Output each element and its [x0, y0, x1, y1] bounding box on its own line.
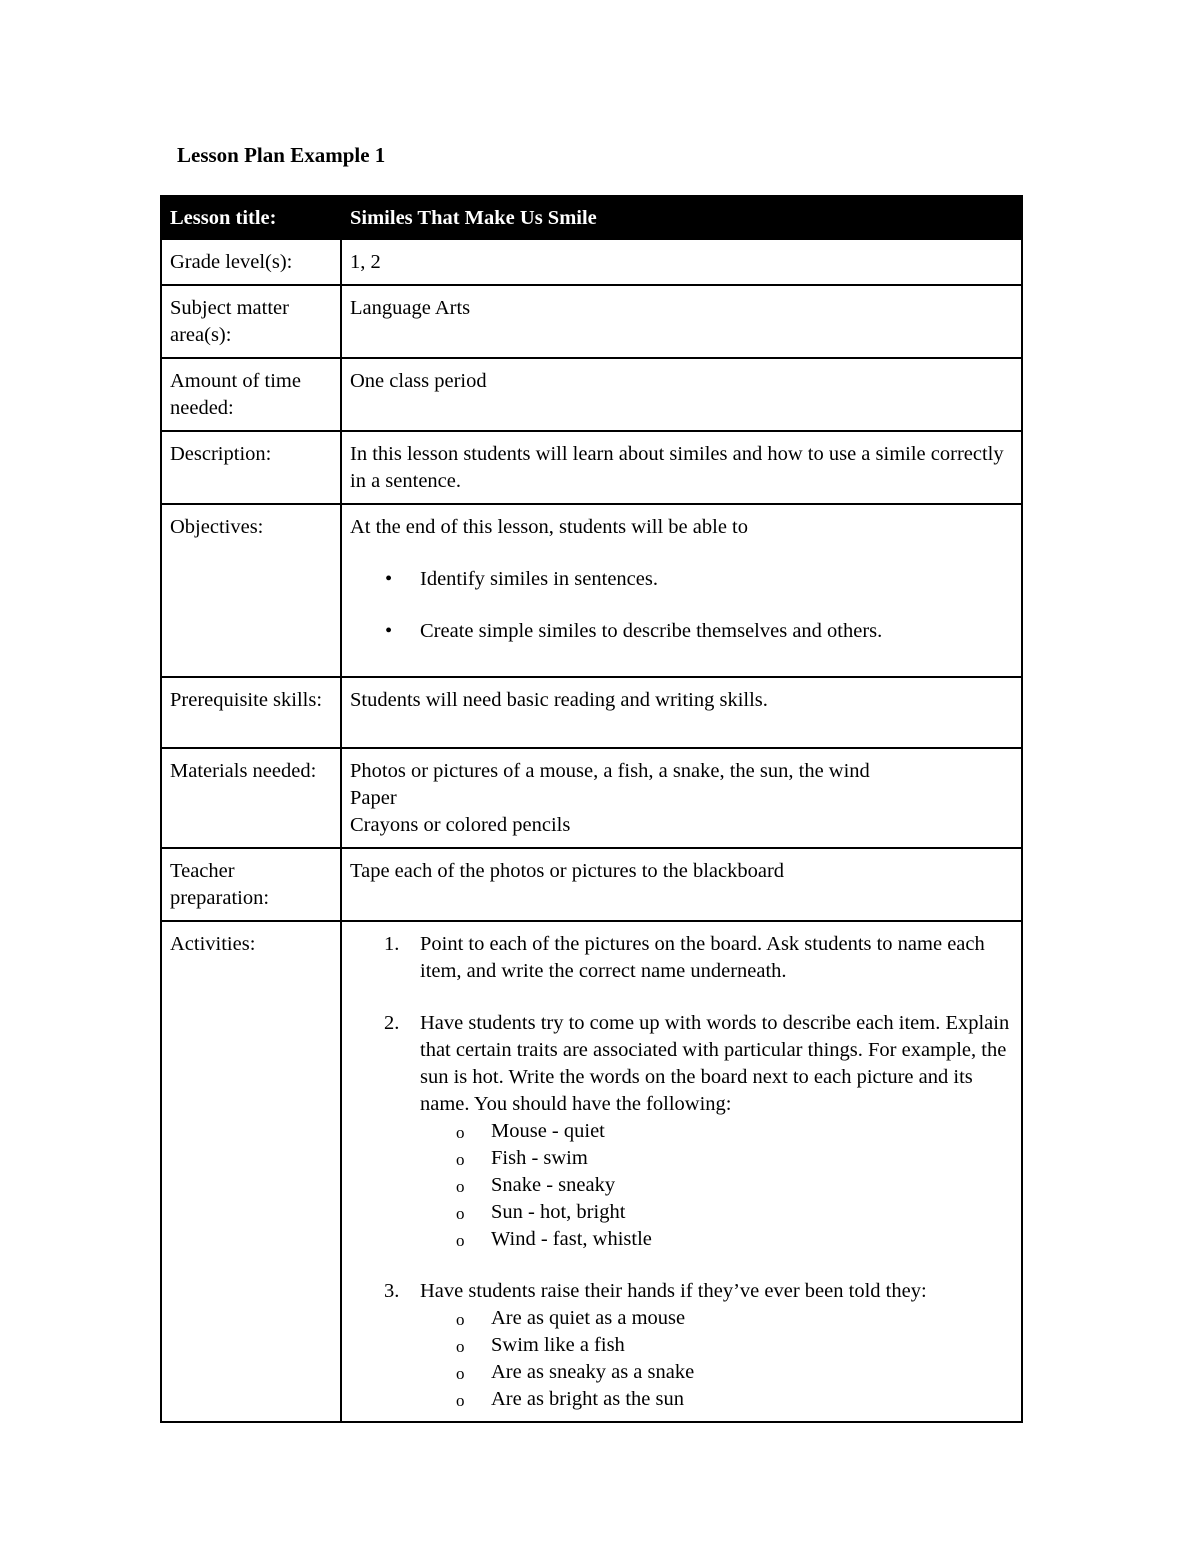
- time-value: One class period: [341, 358, 1022, 431]
- sublist-item: o Swim like a fish: [420, 1332, 1013, 1359]
- objective-item: • Identify similes in sentences.: [350, 566, 1013, 593]
- materials-line: Paper: [350, 787, 397, 809]
- prerequisites-value: Students will need basic reading and writing skills.: [341, 677, 1022, 748]
- grade-level-label: Grade level(s):: [161, 239, 341, 285]
- grade-level-row: [161, 239, 1022, 285]
- sublist-item: o Are as quiet as a mouse: [420, 1305, 1013, 1332]
- time-label: Amount of time needed:: [161, 358, 341, 431]
- materials-line: Photos or pictures of a mouse, a fish, a snake, the sun, the wind: [350, 760, 870, 782]
- activities-cell: [341, 921, 1022, 1422]
- sublist-item: o Are as sneaky as a snake: [420, 1359, 1013, 1386]
- grade-level-value: 1, 2: [341, 239, 1022, 285]
- activity-number: 3.: [384, 1280, 400, 1302]
- activity-number: 1.: [384, 933, 400, 955]
- objectives-intro: At the end of this lesson, students will be able to: [350, 516, 748, 538]
- objectives-list: [350, 566, 1013, 645]
- sublist-item: o Wind - fast, whistle: [420, 1226, 1013, 1253]
- activity-text: Have students try to come up with words to describe each item. Explain that certain traits are associated with particular things. For example, the sun is hot. Write the words on the board next to each picture and its name. You should have the following:: [420, 1012, 1010, 1115]
- subject-row: [161, 285, 1022, 358]
- sublist-item: o Sun - hot, bright: [420, 1199, 1013, 1226]
- activity-text: Point to each of the pictures on the board. Ask students to name each item, and write the correct name underneath.: [420, 933, 985, 982]
- prerequisites-label: Prerequisite skills:: [161, 677, 341, 748]
- objectives-row: [161, 504, 1022, 677]
- activity-item: [350, 1010, 1013, 1253]
- objectives-label: Objectives:: [161, 504, 341, 677]
- sublist-item: o Snake - sneaky: [420, 1172, 1013, 1199]
- materials-label: Materials needed:: [161, 748, 341, 848]
- materials-line: Crayons or colored pencils: [350, 814, 571, 836]
- activity-sublist: [420, 1118, 1013, 1253]
- preparation-value: Tape each of the photos or pictures to the blackboard: [341, 848, 1022, 921]
- table-header-row: [161, 196, 1022, 239]
- preparation-label: Teacher preparation:: [161, 848, 341, 921]
- activity-sublist: [420, 1305, 1013, 1413]
- preparation-row: [161, 848, 1022, 921]
- objective-item: • Create simple similes to describe themselves and others.: [350, 618, 1013, 645]
- activities-row: [161, 921, 1022, 1422]
- lesson-plan-table: [160, 195, 1023, 1423]
- materials-row: [161, 748, 1022, 848]
- description-row: [161, 431, 1022, 504]
- sublist-item: o Are as bright as the sun: [420, 1386, 1013, 1413]
- materials-cell: [341, 748, 1022, 848]
- subject-label: Subject matter area(s):: [161, 285, 341, 358]
- header-label: Lesson title:: [161, 196, 341, 239]
- sublist-item: o Mouse - quiet: [420, 1118, 1013, 1145]
- prerequisites-row: [161, 677, 1022, 748]
- time-row: [161, 358, 1022, 431]
- description-value: In this lesson students will learn about similes and how to use a simile correctly in a sentence.: [341, 431, 1022, 504]
- lesson-title: Similes That Make Us Smile: [341, 196, 1022, 239]
- activity-number: 2.: [384, 1012, 400, 1034]
- activity-text: Have students raise their hands if they’ve ever been told they:: [420, 1280, 927, 1302]
- subject-value: Language Arts: [341, 285, 1022, 358]
- sublist-item: o Fish - swim: [420, 1145, 1013, 1172]
- activity-item: [350, 931, 1013, 985]
- page-title: Lesson Plan Example 1: [177, 143, 386, 167]
- description-label: Description:: [161, 431, 341, 504]
- activity-item: [350, 1278, 1013, 1413]
- activities-label: Activities:: [161, 921, 341, 1422]
- activities-list: [350, 931, 1013, 1413]
- objectives-cell: [341, 504, 1022, 677]
